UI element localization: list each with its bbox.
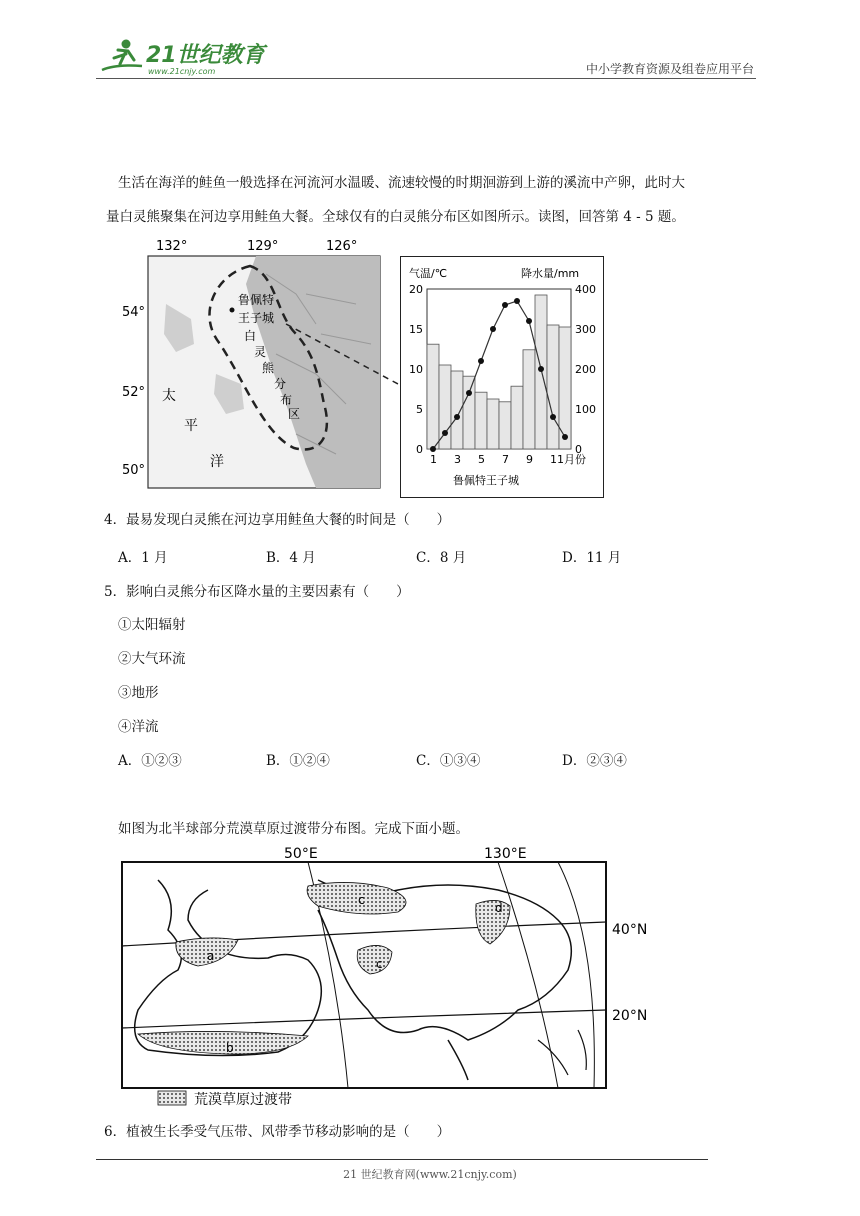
footer-divider [96, 1159, 708, 1160]
temp-tick: 5 [416, 403, 423, 416]
temp-point [442, 430, 448, 436]
q5-option-a[interactable]: A．①②③ [118, 753, 182, 769]
q5-stem: 5．影响白灵熊分布区降水量的主要因素有（ ） [104, 584, 410, 600]
month-tick: 9 [526, 453, 533, 466]
precip-bar [439, 365, 451, 449]
month-tick: 3 [454, 453, 461, 466]
logo-text: 21世纪教育 [146, 43, 265, 68]
precip-bar [451, 371, 463, 449]
precip-bar [511, 386, 523, 449]
temp-tick: 0 [416, 443, 423, 456]
temp-tick: 20 [409, 283, 423, 296]
q4-option-c[interactable]: C．8 月 [416, 550, 467, 566]
q5-item-4: ④洋流 [118, 719, 159, 735]
zone-label-c1: c [358, 893, 365, 907]
legend-label: 荒漠草原过渡带 [194, 1092, 292, 1108]
climate-city-label: 鲁佩特王子城 [453, 474, 519, 487]
q4-option-d[interactable]: D．11 月 [562, 550, 622, 566]
q5-option-c[interactable]: C．①③④ [416, 753, 481, 769]
lon-label-130e: 130°E [484, 846, 527, 862]
q4-option-b[interactable]: B．4 月 [266, 550, 316, 566]
region-char-1: 白 [244, 329, 257, 343]
temp-point [502, 302, 508, 308]
region-char-2: 灵 [254, 345, 267, 359]
desert-steppe-map [118, 840, 658, 1112]
intro-2: 如图为北半球部分荒漠草原过渡带分布图。完成下面小题。 [118, 821, 469, 837]
q5-item-2: ②大气环流 [118, 651, 186, 667]
precip-bar [523, 350, 535, 449]
precip-tick: 400 [575, 283, 596, 296]
temp-tick: 15 [409, 323, 423, 336]
site-logo [96, 34, 266, 78]
temp-point [454, 414, 460, 420]
precip-bar [499, 402, 511, 449]
temp-point [490, 326, 496, 332]
lat-label-20n: 20°N [612, 1008, 648, 1024]
header-divider [96, 78, 756, 79]
lat-label-52: 52° [122, 385, 146, 400]
platform-label: 中小学教育资源及组卷应用平台 [585, 62, 754, 76]
lon-label-126: 126° [326, 239, 358, 254]
lat-label-40n: 40°N [612, 922, 648, 938]
precip-tick: 100 [575, 403, 596, 416]
lat-label-54: 54° [122, 305, 146, 320]
lat-label-50: 50° [122, 463, 146, 478]
zone-label-c2: c [376, 957, 383, 971]
precip-bar [475, 392, 487, 449]
precip-tick: 200 [575, 363, 596, 376]
bear-range-map [122, 234, 382, 490]
logo-url: www.21cnjy.com [148, 67, 216, 76]
intro-line-1: 生活在海洋的鲑鱼一般选择在河流河水温暖、流速较慢的时期洄游到上游的溪流中产卵，此时大 [118, 175, 685, 191]
intro-line-2: 量白灵熊聚集在河边享用鲑鱼大餐。全球仅有的白灵熊分布区如图所示。读图，回答第 4 - 5 题。 [106, 209, 685, 225]
precip-axis-title: 降水量/mm [521, 267, 580, 280]
temp-point [550, 414, 556, 420]
q5-item-3: ③地形 [118, 685, 159, 701]
region-char-4: 分 [274, 377, 287, 391]
month-tick: 11月份 [550, 453, 586, 466]
region-char-3: 熊 [262, 361, 275, 375]
month-tick: 7 [502, 453, 509, 466]
region-char-6: 区 [288, 407, 301, 421]
precip-bar [487, 399, 499, 449]
zone-label-b: b [226, 1041, 234, 1055]
precip-bar [547, 325, 559, 449]
lon-label-132: 132° [156, 239, 188, 254]
q5-item-1: ①太阳辐射 [118, 617, 186, 633]
q4-stem: 4．最易发现白灵熊在河边享用鲑鱼大餐的时间是（ ） [104, 512, 451, 528]
ocean-char-2: 平 [184, 418, 198, 434]
city-label-1: 鲁佩特 [238, 293, 275, 307]
temp-tick: 10 [409, 363, 423, 376]
temp-point [478, 358, 484, 364]
region-char-5: 布 [280, 393, 293, 407]
zone-label-a: a [207, 949, 215, 963]
month-tick: 5 [478, 453, 485, 466]
lon-label-50e: 50°E [284, 846, 318, 862]
footer-text: 21 世纪教育网(www.21cnjy.com) [343, 1168, 517, 1181]
lon-label-129: 129° [247, 239, 279, 254]
ocean-char-3: 洋 [210, 454, 224, 470]
q6-stem: 6．植被生长季受气压带、风带季节移动影响的是（ ） [104, 1124, 451, 1140]
precip-bar [427, 344, 439, 449]
climate-chart [400, 256, 604, 498]
temp-point [526, 318, 532, 324]
precip-tick: 300 [575, 323, 596, 336]
q5-option-b[interactable]: B．①②④ [266, 753, 330, 769]
temp-point [466, 390, 472, 396]
temp-point [514, 298, 520, 304]
month-tick: 1 [430, 453, 437, 466]
temp-point [538, 366, 544, 372]
temp-axis-title: 气温/℃ [409, 267, 448, 280]
precip-bar [463, 376, 475, 449]
ocean-char-1: 太 [162, 388, 176, 404]
precip-tick: 0 [575, 443, 582, 456]
q5-option-d[interactable]: D．②③④ [562, 753, 627, 769]
zone-label-d: d [495, 901, 503, 915]
city-label-2: 王子城 [238, 311, 275, 325]
temp-point [562, 434, 568, 440]
temp-point [430, 446, 436, 452]
q4-option-a[interactable]: A．1 月 [118, 550, 168, 566]
